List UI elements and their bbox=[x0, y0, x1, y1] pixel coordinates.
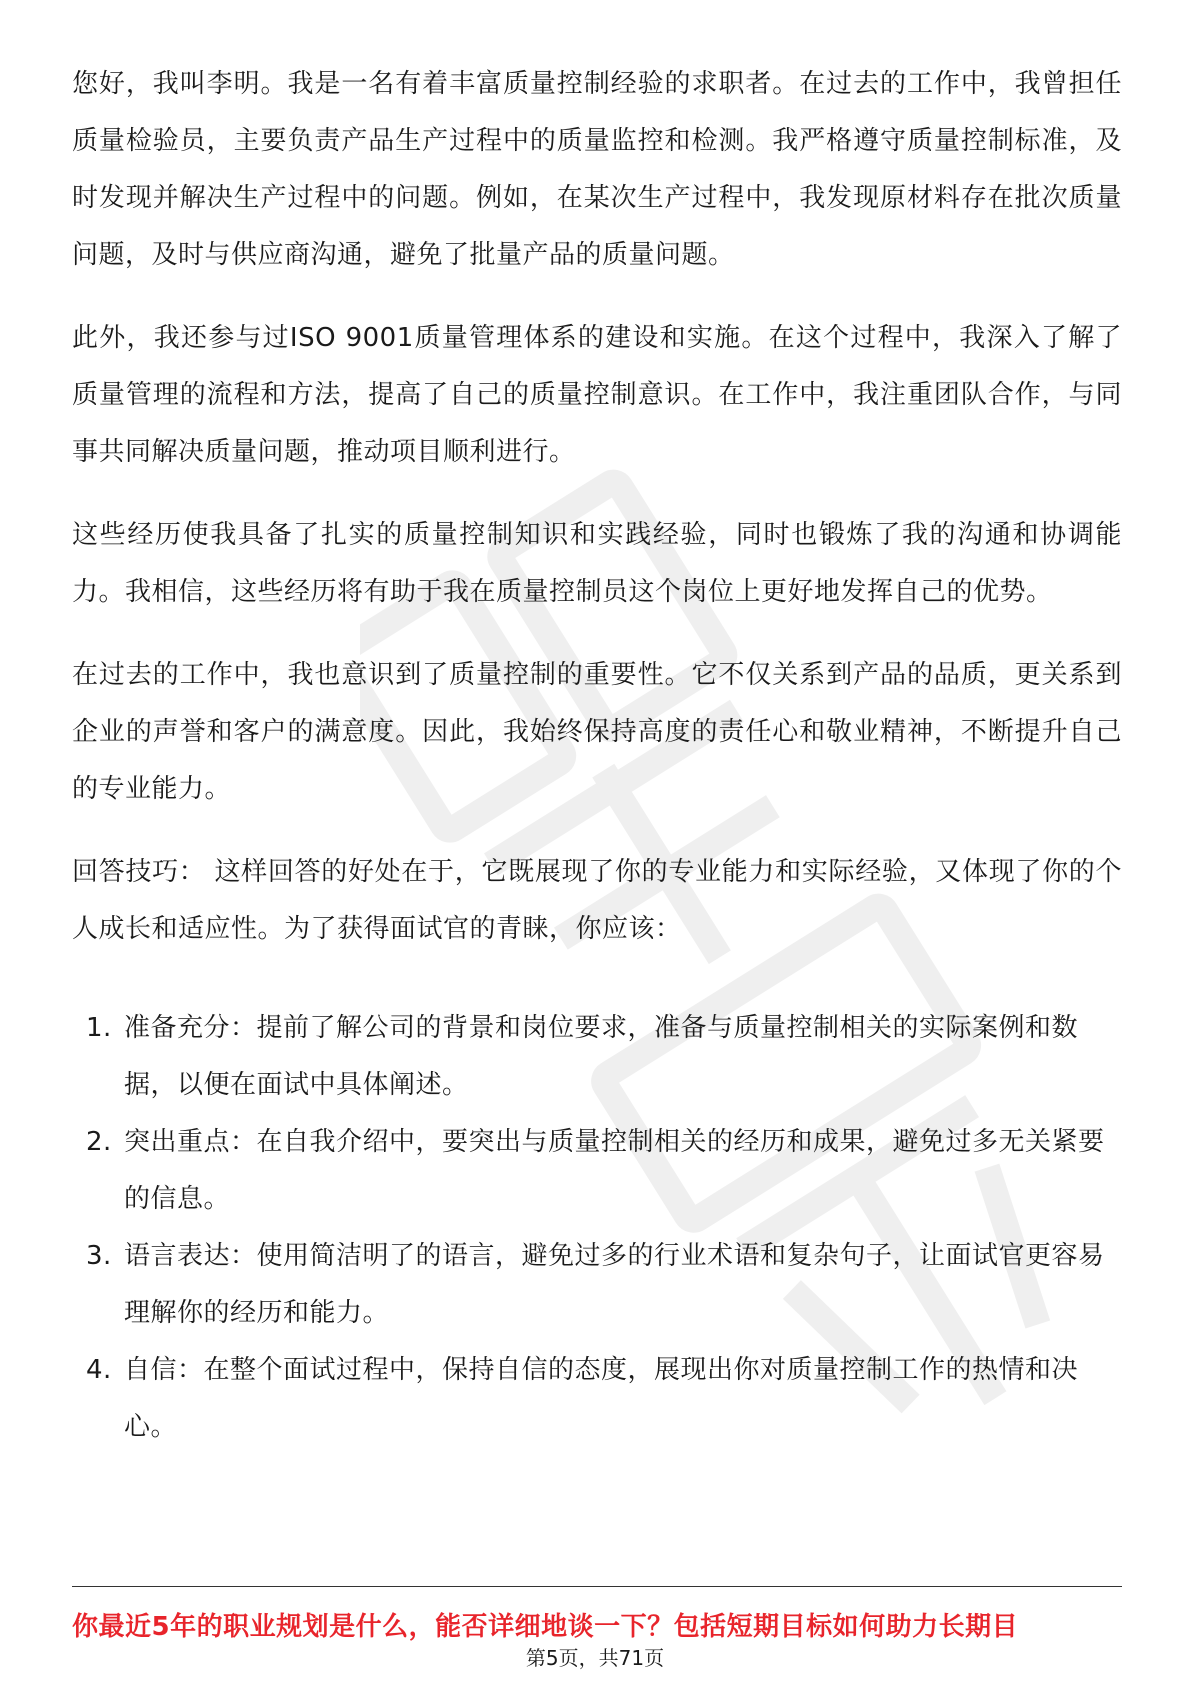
main-content bbox=[72, 56, 1122, 1456]
list-item-number: 3. bbox=[86, 1241, 112, 1271]
page-number: 第5页，共71页 bbox=[525, 1646, 665, 1670]
answer-paragraph-4: 在过去的工作中，我也意识到了质量控制的重要性。它不仅关系到产品的品质，更关系到企业的声誉和客户的满意度。因此，我始终保持高度的责任心和敬业精神，不断提升自己的专业能力。 bbox=[72, 660, 1122, 804]
list-item-text: 准备充分：提前了解公司的背景和岗位要求，准备与质量控制相关的实际案例和数据，以便在面试中具体阐述。 bbox=[124, 1013, 1079, 1100]
list-item bbox=[72, 1000, 1122, 1114]
list-item-number: 4. bbox=[86, 1355, 112, 1385]
list-item-number: 2. bbox=[86, 1127, 112, 1157]
list-item bbox=[72, 1228, 1122, 1342]
tips-list bbox=[72, 1000, 1122, 1456]
list-item bbox=[72, 1342, 1122, 1456]
answer-paragraph-1: 您好，我叫李明。我是一名有着丰富质量控制经验的求职者。在过去的工作中，我曾担任质量检验员，主要负责产品生产过程中的质量监控和检测。我严格遵守质量控制标准，及时发现并解决生产过程中的问题。例如，在某次生产过程中，我发现原材料存在批次质量问题，及时与供应商沟通，避免了批量产品的质量问题。 bbox=[72, 69, 1122, 270]
list-item-text: 突出重点：在自我介绍中，要突出与质量控制相关的经历和成果，避免过多无关紧要的信息。 bbox=[124, 1127, 1105, 1214]
list-item bbox=[72, 1114, 1122, 1228]
section-divider bbox=[72, 1586, 1122, 1587]
list-item-number: 1. bbox=[86, 1013, 112, 1043]
answer-tips-intro: 回答技巧： 这样回答的好处在于，它既展现了你的专业能力和实际经验，又体现了你的个人成长和适应性。为了获得面试官的青睐，你应该： bbox=[72, 857, 1122, 944]
list-item-text: 语言表达：使用简洁明了的语言，避免过多的行业术语和复杂句子，让面试官更容易理解你的经历和能力。 bbox=[124, 1241, 1105, 1328]
next-question-heading: 你最近5年的职业规划是什么，能否详细地谈一下？包括短期目标如何助力长期目 bbox=[72, 1612, 1019, 1642]
list-item-text: 自信：在整个面试过程中，保持自信的态度，展现出你对质量控制工作的热情和决心。 bbox=[124, 1355, 1079, 1442]
answer-paragraph-3: 这些经历使我具备了扎实的质量控制知识和实践经验，同时也锻炼了我的沟通和协调能力。我相信，这些经历将有助于我在质量控制员这个岗位上更好地发挥自己的优势。 bbox=[72, 520, 1122, 607]
answer-paragraph-2: 此外，我还参与过ISO 9001质量管理体系的建设和实施。在这个过程中，我深入了解了质量管理的流程和方法，提高了自己的质量控制意识。在工作中，我注重团队合作，与同事共同解决质量问题，推动项目顺利进行。 bbox=[72, 323, 1122, 467]
